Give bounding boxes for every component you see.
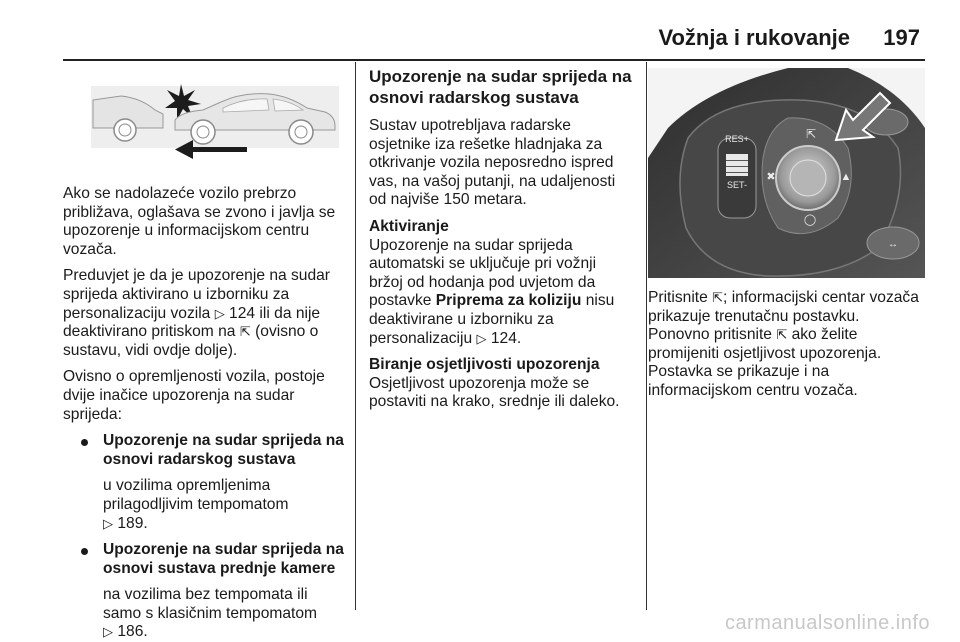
column-2 [369, 66, 634, 420]
sensitivity-heading: Biranje osjetljivosti upozorenja [369, 356, 600, 374]
bullet-icon [81, 439, 88, 446]
radar-description: Sustav upotrebljava radarske osjetnike iza rešetke hladnjaka za otkrivanje vozila neposredno ispred vas, na vašoj putanji, na udaljenosti od najviše 150 metara. [369, 117, 616, 209]
variants-paragraph: Ovisno o opremljenosti vozila, postoje dvije inačice upozorenja na sudar sprijeda: [63, 368, 325, 423]
page-reference-arrow-icon: ▷ [476, 330, 487, 346]
activation-text-b: nisu deaktivirane u izborniku za personalizaciju [369, 292, 615, 347]
sensitivity-instructions [648, 289, 925, 401]
svg-text:↔: ↔ [888, 239, 898, 250]
set-label: SET- [726, 180, 748, 190]
column-divider-2 [646, 62, 647, 610]
precondition-text-c: (ovisno o sustavu, vidi ovdje dolje). [63, 323, 319, 359]
instruction-text-c: ako želite promijeniti osjetljivost upozorenja. Postavka se prikazuje i na informacijskom centru vozača. [648, 326, 882, 399]
intro-paragraph: Ako se nadolazeće vozilo prebrzo približava, oglašava se zvono i javlja se upozorenje u informacijskom centru vozača. [63, 185, 336, 258]
collision-warning-button-icon: ⇱ [239, 324, 251, 340]
bullet-ref: 189. [117, 514, 148, 532]
precondition-ref: 124 [229, 304, 256, 322]
res-set-switch [718, 134, 756, 218]
collision-warning-button-icon: ⇱ [805, 127, 817, 141]
collision-warning-button-icon: ⇱ [712, 290, 724, 305]
list-item [63, 432, 345, 533]
activation-heading: Aktiviranje [369, 217, 449, 235]
bullet-description: u vozilima opremljenima prilagodljivim tempomatom [103, 477, 289, 513]
list-item [63, 541, 345, 642]
collision-illustration [63, 68, 345, 178]
precondition-text-a: Preduvjet je da je upozorenje na sudar sprijeda aktivirano u izborniku za personalizaciju vozila [63, 267, 331, 322]
sensitivity-paragraph: Osjetljivost upozorenja može se postaviti na krako, srednje ili daleko. [369, 374, 620, 411]
section-title: Vožnja i rukovanje [658, 25, 850, 50]
bullet-description: na vozilima bez tempomata ili samo s klasičnim tempomatom [103, 586, 318, 622]
bullet-title: Upozorenje na sudar sprijeda na osnovi radarskog sustava [103, 432, 344, 468]
precondition-paragraph [63, 267, 345, 360]
instruction-text-b: ; informacijski centar vozača prikazuje trenutačnu postavku. Ponovno pritisnite [648, 289, 919, 344]
lane-assist-icon: ▲ [840, 171, 852, 183]
menu-setting-name: Priprema za koliziju [435, 292, 582, 310]
page-reference-arrow-icon: ▷ [103, 624, 113, 640]
bullet-text [103, 477, 345, 533]
page-reference-arrow-icon: ▷ [214, 305, 225, 321]
precondition-text-b: ili da nije deaktivirano pritiskom na [63, 304, 321, 341]
bullet-icon [81, 548, 88, 555]
speed-limiter-icon: ◯ [803, 214, 817, 226]
bullet-title: Upozorenje na sudar sprijeda na osnovi sustava prednje kamere [103, 541, 344, 577]
watermark: carmanualsonline.info [724, 612, 930, 634]
bullet-text [103, 586, 345, 642]
bullet-ref: 186. [117, 623, 148, 641]
activation-text-a: Upozorenje na sudar sprijeda automatski se uključuje pri vožnji bržoj od hodanja pod uvjetom da postavke [369, 236, 597, 310]
column-3 [648, 289, 925, 409]
cruise-cancel-icon: ✖ [766, 171, 776, 183]
res-label: RES+ [725, 134, 749, 144]
column-divider-1 [355, 62, 356, 610]
radar-section-heading: Upozorenje na sudar sprijeda na osnovi radarskog sustava [369, 67, 632, 107]
page-reference-arrow-icon: ▷ [103, 515, 113, 531]
column-1 [63, 185, 345, 642]
activation-paragraph [369, 237, 634, 349]
collision-warning-button-icon: ⇱ [776, 327, 788, 343]
page-number: 197 [883, 25, 920, 50]
header-rule [63, 59, 925, 61]
steering-wheel-controls-photo [648, 68, 925, 278]
instruction-text-a: Pritisnite [648, 289, 708, 306]
activation-ref: 124. [490, 329, 522, 347]
